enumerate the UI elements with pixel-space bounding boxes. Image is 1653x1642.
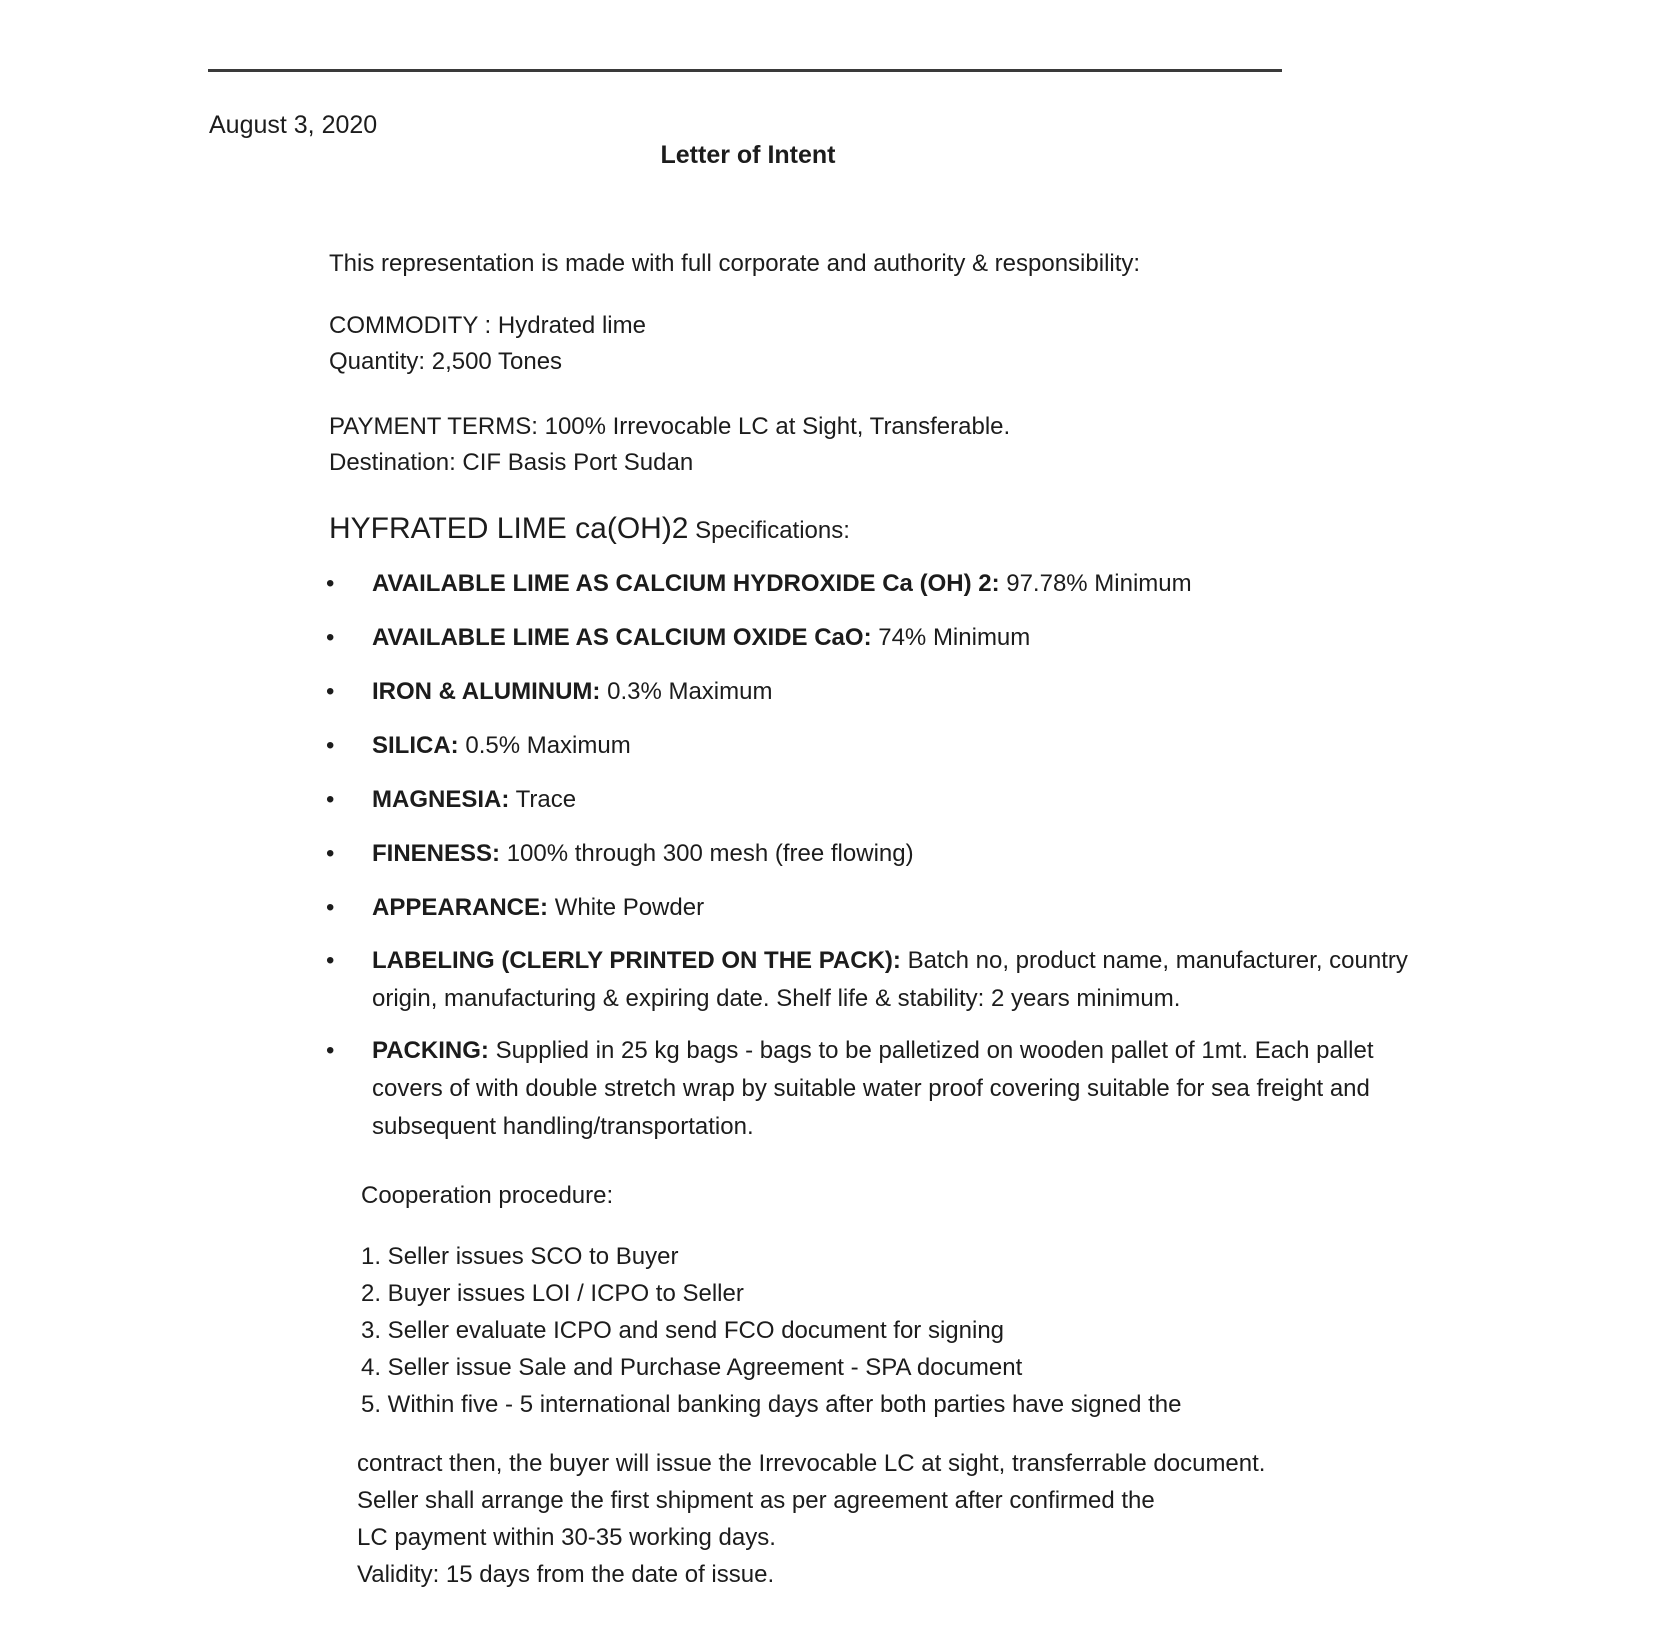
intro-text: This representation is made with full corporate and authority & responsibility: bbox=[329, 250, 1141, 277]
spec-heading-label: Specifications: bbox=[695, 517, 850, 544]
spec-item bbox=[320, 894, 1410, 922]
continuation-line: LC payment within 30-35 working days. bbox=[357, 1524, 776, 1551]
quantity-line: Quantity: 2,500 Tones bbox=[329, 348, 563, 375]
continuation-line: contract then, the buyer will issue the Irrevocable LC at sight, transferrable document. bbox=[357, 1450, 1266, 1477]
bullet-icon: • bbox=[326, 1037, 335, 1064]
spec-value: 74% Minimum bbox=[878, 624, 1031, 651]
spec-value: 0.3% Maximum bbox=[607, 678, 773, 705]
procedure-continuation bbox=[357, 1445, 1265, 1593]
spec-key: MAGNESIA: bbox=[372, 786, 510, 813]
spec-value: White Powder bbox=[554, 894, 705, 921]
bullet-icon: • bbox=[326, 786, 335, 813]
destination-line: Destination: CIF Basis Port Sudan bbox=[329, 449, 694, 476]
spec-key: FINENESS: bbox=[372, 840, 501, 867]
spec-key: AVAILABLE LIME AS CALCIUM OXIDE CaO: bbox=[372, 624, 872, 651]
letter-date: August 3, 2020 bbox=[209, 111, 378, 139]
bullet-icon: • bbox=[326, 570, 335, 597]
bullet-icon: • bbox=[326, 947, 335, 974]
bullet-icon: • bbox=[326, 840, 335, 867]
spec-item bbox=[320, 624, 1410, 652]
spec-item bbox=[320, 786, 1410, 814]
bullet-icon: • bbox=[326, 894, 335, 921]
spec-item bbox=[320, 942, 1410, 1018]
commodity-line: COMMODITY : Hydrated lime bbox=[329, 312, 646, 339]
header-rule bbox=[208, 69, 1282, 72]
procedure-step: 5. Within five - 5 international banking days after both parties have signed the bbox=[361, 1391, 1182, 1418]
spec-item bbox=[320, 678, 1410, 706]
procedure-step: 2. Buyer issues LOI / ICPO to Seller bbox=[361, 1280, 744, 1307]
spec-key: AVAILABLE LIME AS CALCIUM HYDROXIDE Ca (OH) 2: bbox=[372, 570, 1000, 597]
payment-line: PAYMENT TERMS: 100% Irrevocable LC at Sight, Transferable. bbox=[329, 413, 1011, 440]
spec-list bbox=[320, 570, 1410, 1146]
spec-value: 100% through 300 mesh (free flowing) bbox=[506, 840, 914, 867]
spec-key: APPEARANCE: bbox=[372, 894, 549, 921]
spec-key: LABELING (CLERLY PRINTED ON THE PACK): bbox=[372, 947, 901, 974]
procedure-heading: Cooperation procedure: bbox=[361, 1182, 614, 1209]
spec-key: IRON & ALUMINUM: bbox=[372, 678, 601, 705]
bullet-icon: • bbox=[326, 678, 335, 705]
spec-key: PACKING: bbox=[372, 1037, 489, 1064]
spec-value: 0.5% Maximum bbox=[465, 732, 631, 759]
payment-block bbox=[329, 409, 1010, 481]
bullet-icon: • bbox=[326, 732, 335, 759]
intro-block bbox=[329, 246, 1140, 282]
spec-heading-product: HYFRATED LIME ca(OH)2 bbox=[329, 512, 689, 545]
commodity-block bbox=[329, 308, 646, 380]
procedure-step: 3. Seller evaluate ICPO and send FCO document for signing bbox=[361, 1317, 1005, 1344]
spec-value: Batch no, product name, manufacturer, country origin, manufacturing & expiring date. Shelf life & stability: 2 years minimum. bbox=[372, 947, 1408, 1012]
procedure-step: 1. Seller issues SCO to Buyer bbox=[361, 1243, 679, 1270]
spec-heading bbox=[329, 512, 850, 546]
letter-title: Letter of Intent bbox=[660, 141, 836, 169]
spec-value: Supplied in 25 kg bags - bags to be palletized on wooden pallet of 1mt. Each pallet covers of with double stretch wrap by suitable water proof covering suitable for sea freight and subsequent handling/transportation. bbox=[372, 1037, 1374, 1140]
spec-key: SILICA: bbox=[372, 732, 459, 759]
procedure-steps bbox=[361, 1238, 1182, 1423]
procedure-step: 4. Seller issue Sale and Purchase Agreement - SPA document bbox=[361, 1354, 1023, 1381]
validity-line: Validity: 15 days from the date of issue. bbox=[357, 1561, 775, 1588]
spec-item bbox=[320, 732, 1410, 760]
spec-item bbox=[320, 840, 1410, 868]
bullet-icon: • bbox=[326, 624, 335, 651]
spec-item bbox=[320, 1032, 1410, 1146]
spec-item bbox=[320, 570, 1410, 598]
continuation-line: Seller shall arrange the first shipment as per agreement after confirmed the bbox=[357, 1487, 1155, 1514]
procedure-heading-block bbox=[361, 1177, 613, 1214]
spec-value: 97.78% Minimum bbox=[1006, 570, 1192, 597]
spec-value: Trace bbox=[515, 786, 577, 813]
